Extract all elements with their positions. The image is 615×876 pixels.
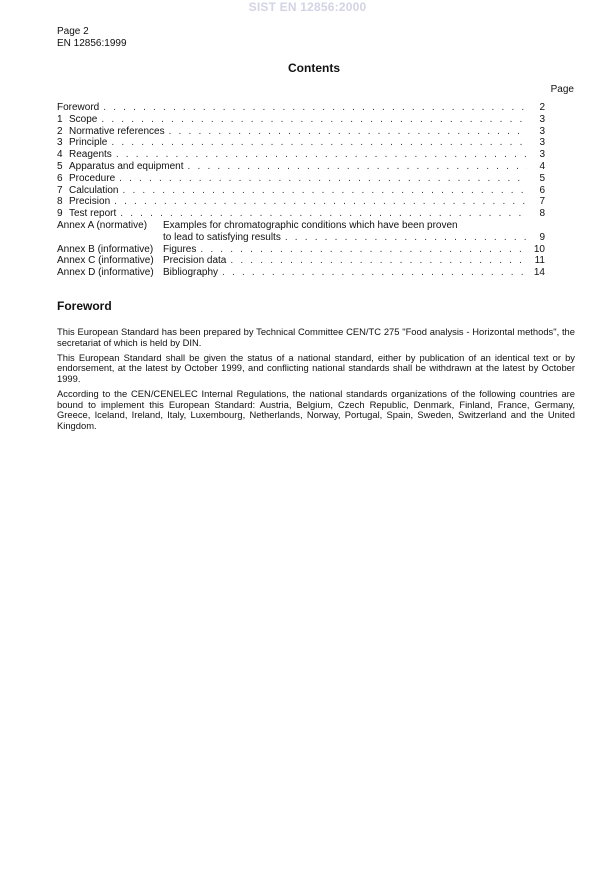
dot-leader (230, 255, 527, 267)
toc-entry-number: 4 (57, 149, 63, 161)
toc-entry-calculation[interactable] (57, 185, 545, 197)
dot-leader (101, 114, 527, 126)
foreword-paragraph: According to the CEN/CENELEC Internal Regulations, the national standards organizations of the following countries are bound to implement this European Standard: Austria, Belgium, Czech Republic, Denmark, Finland, France, Germany, Greece, Iceland, Ireland, Italy, Luxembourg, Netherlands, Norway, Portugal, Spain, Sweden, Switzerland and the United Kingdom. (57, 388, 575, 431)
annex-label: Annex A (normative) (57, 219, 148, 231)
toc-entry-title: Scope (69, 113, 98, 125)
dot-leader (222, 267, 527, 279)
page-column-label: Page (550, 84, 574, 95)
foreword-paragraph: This European Standard has been prepared by Technical Committee CEN/TC 275 "Food analysis - Horizontal methods", the secretariat of which is held by DIN. (57, 326, 575, 348)
toc-entry-title: Precision data (163, 255, 227, 267)
toc-entry-page: 9 (539, 231, 545, 243)
toc-entry-number: 3 (57, 137, 63, 149)
dot-leader (116, 149, 527, 161)
toc-entry-page: 3 (539, 149, 545, 161)
toc-entry-number: 9 (57, 208, 63, 220)
toc-entry-page: 3 (539, 137, 545, 149)
toc-entry-title-continued: to lead to satisfying results (163, 231, 281, 243)
table-of-contents (57, 102, 545, 279)
foreword-body (57, 327, 575, 436)
dot-leader (119, 173, 527, 185)
toc-entry-number: 1 (57, 113, 63, 125)
toc-entry-page: 5 (539, 172, 545, 184)
toc-entry-number: 5 (57, 160, 63, 172)
toc-entry-page: 10 (533, 243, 545, 255)
toc-entry-number: 8 (57, 196, 63, 208)
annex-label: Annex D (informative) (57, 267, 154, 279)
toc-entry-page: 3 (539, 125, 545, 137)
toc-entry-title: Precision (69, 196, 111, 208)
toc-entry-test-report[interactable] (57, 208, 545, 220)
toc-entry-title: Figures (163, 243, 197, 255)
toc-entry-title: Procedure (69, 172, 116, 184)
toc-entry-annex-a[interactable] (57, 220, 545, 232)
dot-leader (111, 137, 527, 149)
toc-entry-annex-d[interactable] (57, 267, 545, 279)
page-number: Page 2 (57, 26, 89, 37)
toc-entry-page: 11 (534, 255, 545, 267)
toc-entry-page: 2 (539, 102, 545, 113)
toc-entry-title: Apparatus and equipment (69, 160, 184, 172)
toc-entry-title: Examples for chromatographic conditions which have been proven (163, 219, 458, 231)
toc-entry-reagents[interactable] (57, 149, 545, 161)
toc-entry-scope[interactable] (57, 114, 545, 126)
annex-label: Annex C (informative) (57, 255, 154, 267)
toc-entry-annex-b[interactable] (57, 244, 545, 256)
toc-entry-title: Foreword (57, 102, 100, 113)
toc-entry-page: 6 (539, 184, 545, 196)
dot-leader (103, 102, 527, 114)
toc-entry-number: 7 (57, 184, 63, 196)
dot-leader (285, 232, 527, 244)
toc-entry-page: 4 (539, 160, 545, 172)
toc-entry-page: 8 (539, 208, 545, 220)
toc-entry-title: Bibliography (163, 267, 219, 279)
toc-entry-normative-references[interactable] (57, 126, 545, 138)
dot-leader (200, 244, 527, 256)
toc-entry-principle[interactable] (57, 137, 545, 149)
toc-entry-page: 14 (533, 267, 545, 279)
foreword-heading: Foreword (57, 299, 112, 313)
dot-leader (114, 196, 527, 208)
toc-entry-title: Calculation (69, 184, 119, 196)
contents-title: Contents (288, 61, 340, 75)
page-header (57, 26, 127, 50)
watermark: SIST EN 12856:2000 (248, 0, 367, 14)
toc-entry-title: Normative references (69, 125, 165, 137)
foreword-paragraph: This European Standard shall be given the status of a national standard, either by publication of an identical text or by endorsement, at the latest by October 1999, and conflicting national standards shall be withdrawn at the latest by October 1999. (57, 351, 575, 384)
toc-entry-page: 3 (539, 113, 545, 125)
toc-entry-title: Principle (69, 137, 108, 149)
standard-id: EN 12856:1999 (57, 38, 127, 49)
dot-leader (122, 185, 527, 197)
toc-entry-number: 2 (57, 125, 63, 137)
toc-entry-precision[interactable] (57, 196, 545, 208)
toc-entry-page: 7 (539, 196, 545, 208)
dot-leader (188, 161, 527, 173)
toc-entry-title: Reagents (69, 149, 112, 161)
toc-entry-annex-c[interactable] (57, 255, 545, 267)
toc-entry-number: 6 (57, 172, 63, 184)
toc-entry-apparatus[interactable] (57, 161, 545, 173)
dot-leader (169, 126, 527, 138)
toc-entry-foreword[interactable] (57, 102, 545, 114)
dot-leader (120, 208, 527, 220)
toc-entry-procedure[interactable] (57, 173, 545, 185)
annex-label: Annex B (informative) (57, 243, 154, 255)
toc-entry-annex-a-continued[interactable] (57, 232, 545, 244)
toc-entry-title: Test report (69, 208, 117, 220)
